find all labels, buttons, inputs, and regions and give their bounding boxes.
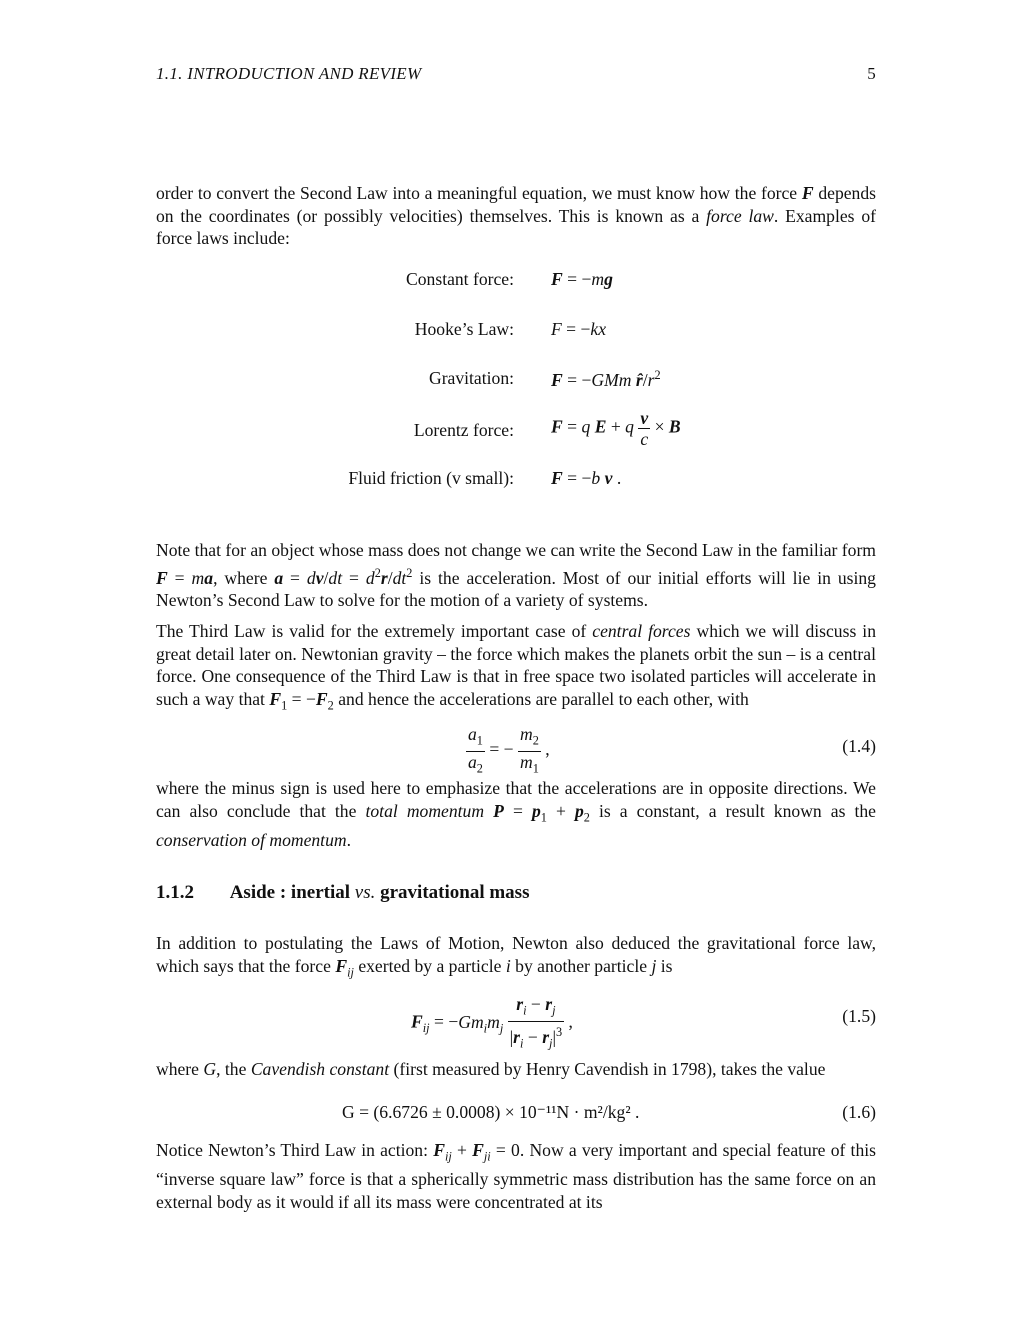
- section-heading: 1.1.2 Aside : inertial vs. gravitational mass: [156, 882, 530, 903]
- equation-number: (1.4): [842, 736, 876, 756]
- paragraph-gravity-law: In addition to postulating the Laws of Motion, Newton also deduced the gravitational force law, which says that the force $F_{ij}$ exerted by a particle i by another particle j is: [156, 933, 876, 980]
- paragraph-cavendish: where G, the Cavendish constant (first measured by Henry Cavendish in 1798), takes the value: [156, 1059, 826, 1079]
- equation: F = −mg: [551, 269, 613, 289]
- intro-paragraph: order to convert the Second Law into a meaningful equation, we must know how the force F depends on the coordinates (or possibly velocities) themselves. This is known as a force law. Examples of force laws include:: [156, 183, 876, 249]
- force-law-constant: Constant force: F = −mg: [406, 269, 613, 289]
- force-law-hooke: Hooke’s Law: F = −kx: [414, 319, 607, 339]
- equation: F = −GMm $r̂/r^2$: [551, 368, 661, 390]
- equation: F = −b v .: [551, 468, 622, 488]
- force-law-lorentz: Lorentz force: F = q E + q $\frac{v}{c}$ × B: [413, 408, 681, 449]
- equation-number: (1.5): [842, 1006, 876, 1026]
- force-law-friction: Fluid friction (v small): F = −b v .: [348, 468, 622, 488]
- equation: F = −kx: [551, 319, 607, 339]
- equation-1-5: [156, 994, 876, 1050]
- running-header: [156, 64, 876, 84]
- equation-number: (1.6): [842, 1102, 876, 1122]
- equation-1-6: [156, 1102, 876, 1126]
- paragraph-third-law: The Third Law is valid for the extremely important case of central forces which we will discuss in great detail later on. Newtonian gravity – the force which makes the planets orbit the sun – is a central force. One consequence of the Third Law is that in free space two isolated particles will accelerate in such a way that $F_1 = -F_2$ and hence the accelerations are parallel to each other, with: [156, 621, 876, 713]
- equation-1-4: [156, 724, 876, 776]
- paragraph-momentum: where the minus sign is used here to emphasize that the accelerations are in opposite directions. We can also conclude that the total momentum $P = p_1 + p_2$ is a constant, a result known as the conservation of momentum.: [156, 778, 876, 850]
- equation: F = q E + q $\frac{v}{c}$ × B: [551, 408, 681, 449]
- page-number: 5: [867, 64, 876, 83]
- header-section: 1.1. INTRODUCTION AND REVIEW: [156, 64, 422, 83]
- paragraph-second-law: Note that for an object whose mass does not change we can write the Second Law in the familiar form F = ma, where $a = dv/dt = d^2r/dt^2$ is the acceleration. Most of our initial efforts will lie in using Newton’s Second Law to solve for the motion of a variety of systems.: [156, 540, 876, 611]
- section-number: 1.1.2: [156, 882, 194, 903]
- force-law-gravitation: Gravitation: F = −GMm $r̂/r^2$: [428, 368, 661, 390]
- paragraph-inverse-square: Notice Newton’s Third Law in action: $F_{ij} + F_{ji} = 0$. Now a very important and special feature of this “inverse square law” force is that a spherically symmetric mass distribution has the same force on an external body as it would if all its mass were concentrated at its: [156, 1140, 876, 1212]
- equation: G = (6.6726 ± 0.0008) × 10⁻¹¹N · m²/kg² .: [342, 1102, 640, 1122]
- equation: $\frac{a_1}{a_2}$ = − $\frac{m_2}{m_1}$ ,: [468, 724, 550, 776]
- equation: $F_{ij} = -Gm_im_j$ $\frac{r_i - r_j}{|r_i - r_j|^3}$ ,: [411, 994, 573, 1050]
